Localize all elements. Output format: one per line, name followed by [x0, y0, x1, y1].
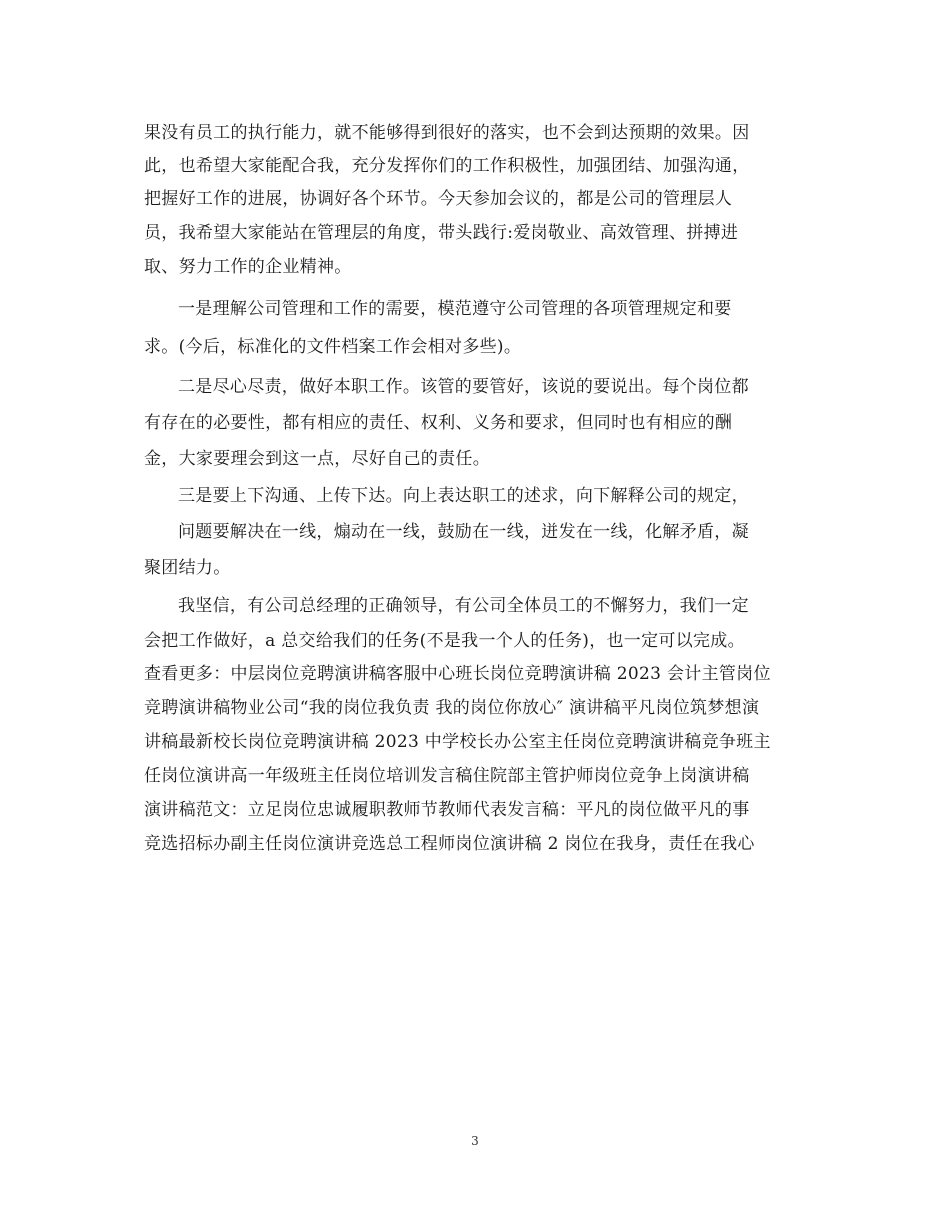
text-line: 三是要上下沟通、上传下达。向上表达职工的述求，向下解释公司的规定， [178, 486, 749, 506]
text-line: 任岗位演讲高一年级班主任岗位培训发言稿住院部主管护师岗位竞争上岗演讲稿 [144, 766, 750, 786]
text-line: 会把工作做好，a 总交给我们的任务(不是我一个人的任务)，也一定可以完成。 [144, 631, 745, 651]
text-line: 竞选招标办副主任岗位演讲竞选总工程师岗位演讲稿 2 岗位在我身，责任在我心 [144, 834, 755, 854]
text-line: 求。(今后，标准化的文件档案工作会相对多些)。 [144, 337, 522, 357]
text-line: 问题要解决在一线，煽动在一线，鼓励在一线，迸发在一线，化解矛盾，凝 [178, 522, 749, 542]
text-line: 二是尽心尽责，做好本职工作。该管的要管好，该说的要说出。每个岗位都 [178, 377, 749, 397]
text-line: 一是理解公司管理和工作的需要，模范遵守公司管理的各项管理规定和要 [178, 299, 732, 319]
text-line: 把握好工作的进展，协调好各个环节。今天参加会议的，都是公司的管理层人 [144, 189, 733, 209]
text-line: 金，大家要理会到这一点，尽好自己的责任。 [144, 449, 490, 469]
text-line: 果没有员工的执行能力，就不能够得到很好的落实，也不会到达预期的效果。因 [144, 123, 750, 143]
page-number: 3 [471, 1134, 479, 1148]
text-line: 讲稿最新校长岗位竞聘演讲稿 2023 中学校长办公室主任岗位竞聘演讲稿竞争班主 [144, 732, 771, 752]
text-line: 我坚信，有公司总经理的正确领导，有公司全体员工的不懈努力，我们一定 [178, 596, 749, 616]
text-line: 查看更多：中层岗位竞聘演讲稿客服中心班长岗位竞聘演讲稿 2023 会计主管岗位 [144, 664, 771, 684]
text-line: 有存在的必要性，都有相应的责任、权利、义务和要求，但同时也有相应的酬 [144, 413, 733, 433]
text-line: 取、努力工作的企业精神。 [144, 257, 352, 277]
text-line: 此，也希望大家能配合我，充分发挥你们的工作积极性，加强团结、加强沟通， [144, 156, 750, 176]
text-line: 竞聘演讲稿物业公司“我的岗位我负责 我的岗位你放心″ 演讲稿平凡岗位筑梦想演 [144, 698, 760, 718]
text-line: 聚团结力。 [144, 558, 231, 578]
text-line: 员，我希望大家能站在管理层的角度，带头践行:爱岗敬业、高效管理、拼搏进 [144, 223, 739, 243]
text-line: 演讲稿范文：立足岗位忠诚履职教师节教师代表发言稿：平凡的岗位做平凡的事 [144, 800, 750, 820]
